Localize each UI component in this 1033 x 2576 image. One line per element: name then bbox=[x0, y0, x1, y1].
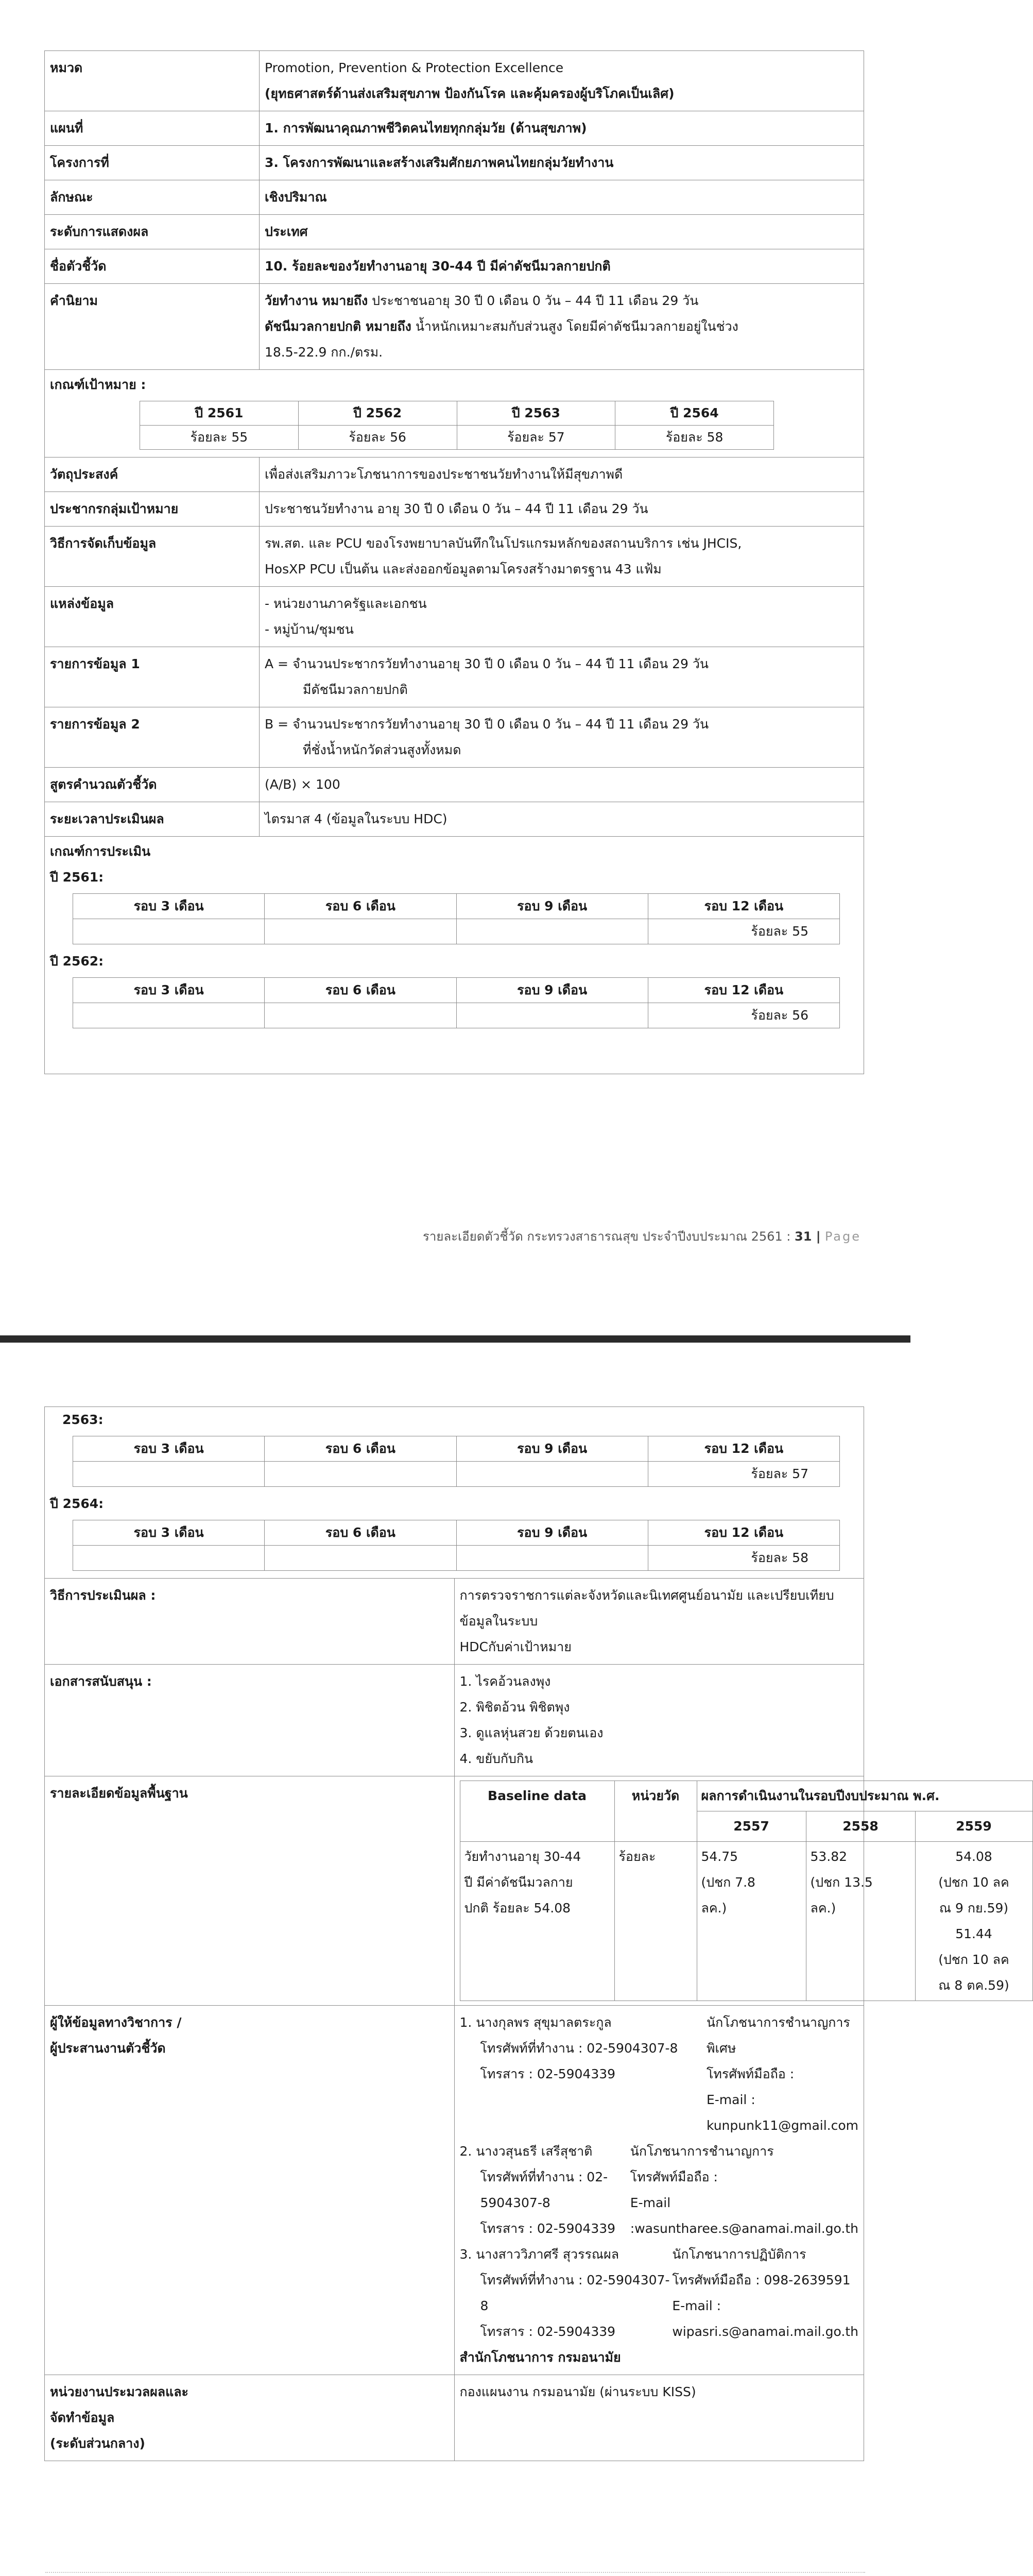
item-line: มีดัชนีมวลกายปกติ bbox=[303, 682, 408, 697]
footer-divider bbox=[45, 2572, 865, 2573]
round-header: รอบ 3 เดือน bbox=[73, 894, 265, 919]
target-year: ปี 2561 bbox=[140, 401, 299, 426]
baseline-text: วัยทำงานอายุ 30-44 bbox=[464, 1849, 581, 1864]
footer-separator: | bbox=[812, 1229, 825, 1244]
row-type bbox=[45, 180, 864, 215]
round-header: รอบ 6 เดือน bbox=[265, 1520, 456, 1546]
row-label: คำนิยาม bbox=[45, 284, 260, 370]
result-text: ณ 8 ตค.59) bbox=[938, 1978, 1009, 1993]
page-2 bbox=[0, 1343, 1009, 2576]
evaluation-label: เกณฑ์การประเมิน bbox=[50, 844, 151, 859]
result-text: 53.82 bbox=[810, 1849, 848, 1864]
result-text: (ปชก 7.8 bbox=[701, 1875, 755, 1890]
row-value: ประชาชนวัยทำงาน อายุ 30 ปี 0 เดือน 0 วัน – 44 ปี 11 เดือน 29 วัน bbox=[260, 492, 864, 527]
row-label: รายละเอียดข้อมูลพื้นฐาน bbox=[45, 1776, 455, 2006]
definition-line-3: 18.5-22.9 กก./ตรม. bbox=[265, 345, 383, 360]
method-line: HosXP PCU เป็นต้น และส่งออกข้อมูลตามโครงสร้างมาตรฐาน 43 แฟ้ม bbox=[265, 562, 662, 577]
row-value: 1. การพัฒนาคุณภาพชีวิตคนไทยทุกกลุ่มวัย (ด้านสุขภาพ) bbox=[260, 111, 864, 146]
row-display-level bbox=[45, 215, 864, 249]
assess-line: HDCกับค่าเป้าหมาย bbox=[459, 1639, 572, 1654]
contact-person bbox=[460, 2242, 859, 2345]
target-year: ปี 2564 bbox=[615, 401, 774, 426]
row-label: ลักษณะ bbox=[45, 180, 260, 215]
round-header: รอบ 12 เดือน bbox=[648, 894, 839, 919]
round-12-value: ร้อยละ 55 bbox=[648, 919, 839, 944]
contact-name: 3. นางสาววิภาศรี สุวรรณผล bbox=[459, 2247, 619, 2262]
row-data-item-2 bbox=[45, 707, 864, 768]
row-label: รายการข้อมูล 1 bbox=[45, 647, 260, 707]
page-separator bbox=[0, 1335, 910, 1343]
round-header: รอบ 12 เดือน bbox=[648, 978, 839, 1003]
round-header: รอบ 12 เดือน bbox=[648, 1520, 839, 1546]
contact-position: นักโภชนาการชำนาญการ bbox=[630, 2144, 774, 2159]
row-project bbox=[45, 146, 864, 180]
contact-office-phone: โทรศัพท์ที่ทำงาน : 02-5904307-8 bbox=[480, 2041, 678, 2056]
year-header: 2557 bbox=[697, 1811, 806, 1842]
item-line: ที่ชั่งน้ำหนักวัดส่วนสูงทั้งหมด bbox=[303, 742, 461, 757]
row-label: แหล่งข้อมูล bbox=[45, 587, 260, 647]
baseline-header: Baseline data bbox=[460, 1781, 614, 1842]
contact-person bbox=[460, 2139, 859, 2242]
round-header: รอบ 6 เดือน bbox=[265, 1436, 456, 1462]
evaluation-table-2562 bbox=[73, 977, 840, 1028]
row-plan bbox=[45, 111, 864, 146]
unit-value: ร้อยละ bbox=[614, 1842, 697, 2001]
row-value: เชิงปริมาณ bbox=[260, 180, 864, 215]
target-year: ปี 2563 bbox=[457, 401, 615, 426]
row-definition bbox=[45, 284, 864, 370]
baseline-text: ปี มีค่าดัชนีมวลกาย bbox=[464, 1875, 573, 1890]
target-label: เกณฑ์เป้าหมาย : bbox=[50, 377, 146, 392]
row-value: 10. ร้อยละของวัยทำงานอายุ 30-44 ปี มีค่าดัชนีมวลกายปกติ bbox=[260, 249, 864, 284]
row-formula bbox=[45, 768, 864, 802]
round-12-value: ร้อยละ 56 bbox=[648, 1003, 839, 1028]
doc-item: 1. ไรคอ้วนลงพุง bbox=[459, 1674, 551, 1689]
contact-name: 1. นางกุลพร สุขุมาลตระกูล bbox=[459, 2015, 612, 2030]
evaluation-table-2561 bbox=[73, 893, 840, 944]
round-header: รอบ 6 เดือน bbox=[265, 894, 456, 919]
contact-name: 2. นางวสุนธรี เสรีสุชาติ bbox=[459, 2144, 593, 2159]
definition-term: วัยทำงาน หมายถึง bbox=[265, 293, 368, 308]
row-value: 3. โครงการพัฒนาและสร้างเสริมศักยภาพคนไทยกลุ่มวัยทำงาน bbox=[260, 146, 864, 180]
row-label: ระยะเวลาประเมินผล bbox=[45, 802, 260, 837]
category-line-2: (ยุทธศาสตร์ด้านส่งเสริมสุขภาพ ป้องกันโรค และคุ้มครองผู้บริโภคเป็นเลิศ) bbox=[265, 86, 675, 101]
row-data-item-1 bbox=[45, 647, 864, 707]
result-text: (ปชก 10 ลค bbox=[938, 1952, 1009, 1967]
contact-email: E-mail :wasuntharee.s@anamai.mail.go.th bbox=[630, 2195, 858, 2236]
contact-email: E-mail : wipasri.s@anamai.mail.go.th bbox=[672, 2298, 858, 2339]
row-category bbox=[45, 51, 864, 111]
indicator-table-page-2 bbox=[44, 1406, 1009, 2461]
row-baseline bbox=[45, 1776, 864, 2006]
round-header: รอบ 9 เดือน bbox=[456, 1520, 648, 1546]
item-line: A = จำนวนประชากรวัยทำงานอายุ 30 ปี 0 เดือน 0 วัน – 44 ปี 11 เดือน 29 วัน bbox=[265, 656, 709, 671]
row-targets bbox=[45, 370, 864, 457]
result-text: 51.44 bbox=[955, 1926, 992, 1941]
row-label: รายการข้อมูล 2 bbox=[45, 707, 260, 768]
contact-office-phone: โทรศัพท์ที่ทำงาน : 02-5904307-8 bbox=[480, 2273, 670, 2313]
row-value: กองแผนงาน กรมอนามัย (ผ่านระบบ KISS) bbox=[454, 2375, 864, 2461]
evaluation-table-2563 bbox=[73, 1436, 840, 1487]
baseline-table bbox=[460, 1781, 1033, 2001]
year-label-2564: ปี 2564: bbox=[50, 1496, 104, 1511]
target-value: ร้อยละ 55 bbox=[140, 426, 299, 450]
target-table bbox=[140, 401, 774, 450]
method-line: รพ.สต. และ PCU ของโรงพยาบาลบันทึกในโปรแกรมหลักของสถานบริการ เช่น JHCIS, bbox=[265, 536, 742, 551]
round-header: รอบ 3 เดือน bbox=[73, 978, 265, 1003]
result-text: 54.75 bbox=[701, 1849, 738, 1864]
round-header: รอบ 3 เดือน bbox=[73, 1436, 265, 1462]
row-label: โครงการที่ bbox=[45, 146, 260, 180]
round-header: รอบ 9 เดือน bbox=[456, 1436, 648, 1462]
row-contacts bbox=[45, 2006, 864, 2375]
definition-line-2 bbox=[265, 314, 858, 340]
indicator-table-page-1 bbox=[44, 50, 864, 1074]
target-value: ร้อยละ 58 bbox=[615, 426, 774, 450]
row-label: หมวด bbox=[45, 51, 260, 111]
row-supporting-docs bbox=[45, 1665, 864, 1776]
row-label: สูตรคำนวณตัวชี้วัด bbox=[45, 768, 260, 802]
result-header: ผลการดำเนินงานในรอบปีงบประมาณ พ.ศ. bbox=[697, 1781, 1032, 1811]
round-12-value: ร้อยละ 58 bbox=[648, 1546, 839, 1571]
contact-office-phone: โทรศัพท์ที่ทำงาน : 02-5904307-8 bbox=[480, 2170, 608, 2210]
result-text: ณ 9 กย.59) bbox=[939, 1901, 1009, 1916]
row-processing-unit bbox=[45, 2375, 864, 2461]
page-1 bbox=[0, 0, 910, 1334]
contact-position: นักโภชนาการปฏิบัติการ bbox=[672, 2247, 806, 2262]
round-12-value: ร้อยละ 57 bbox=[648, 1462, 839, 1487]
baseline-text: ปกติ ร้อยละ 54.08 bbox=[464, 1901, 571, 1916]
definition-line-1 bbox=[265, 288, 858, 314]
year-header: 2558 bbox=[806, 1811, 915, 1842]
row-label: ระดับการแสดงผล bbox=[45, 215, 260, 249]
result-text: 54.08 bbox=[955, 1849, 992, 1864]
row-indicator-name bbox=[45, 249, 864, 284]
row-label: วิธีการจัดเก็บข้อมูล bbox=[45, 527, 260, 587]
definition-text: น้ำหนักเหมาะสมกับส่วนสูง โดยมีค่าดัชนีมวลกายอยู่ในช่วง bbox=[411, 319, 738, 334]
doc-item: 3. ดูแลหุ่นสวย ด้วยตนเอง bbox=[459, 1725, 604, 1740]
target-value: ร้อยละ 57 bbox=[457, 426, 615, 450]
row-data-source bbox=[45, 587, 864, 647]
row-label: วิธีการประเมินผล : bbox=[45, 1579, 455, 1665]
year-header: 2559 bbox=[915, 1811, 1032, 1842]
category-line-1: Promotion, Prevention & Protection Excellence bbox=[265, 60, 564, 75]
round-header: รอบ 6 เดือน bbox=[265, 978, 456, 1003]
row-collection-method bbox=[45, 527, 864, 587]
row-label: วัตถุประสงค์ bbox=[45, 457, 260, 492]
year-label-2561: ปี 2561: bbox=[50, 870, 104, 885]
row-objective bbox=[45, 457, 864, 492]
row-evaluation-period bbox=[45, 802, 864, 837]
row-label: (ระดับส่วนกลาง) bbox=[50, 2436, 145, 2451]
source-line: - หน่วยงานภาครัฐและเอกชน bbox=[265, 596, 427, 611]
row-label: แผนที่ bbox=[45, 111, 260, 146]
row-label: ประชากรกลุ่มเป้าหมาย bbox=[45, 492, 260, 527]
row-label: ผู้ประสานงานตัวชี้วัด bbox=[50, 2041, 166, 2056]
page-footer bbox=[423, 1226, 861, 1246]
row-evaluation-criteria bbox=[45, 837, 864, 1074]
row-value: (A/B) × 100 bbox=[260, 768, 864, 802]
result-text: ลค.) bbox=[810, 1901, 836, 1916]
contact-fax: โทรสาร : 02-5904339 bbox=[480, 2221, 616, 2236]
contact-fax: โทรสาร : 02-5904339 bbox=[480, 2066, 616, 2081]
footer-text: รายละเอียดตัวชี้วัด กระทรวงสาธารณสุข ประจำปีงบประมาณ 2561 : bbox=[422, 1229, 795, 1244]
contact-organization: สำนักโภชนาการ กรมอนามัย bbox=[459, 2350, 621, 2365]
row-target-population bbox=[45, 492, 864, 527]
row-label: ชื่อตัวชี้วัด bbox=[45, 249, 260, 284]
definition-term: ดัชนีมวลกายปกติ หมายถึง bbox=[265, 319, 411, 334]
contact-mobile: โทรศัพท์มือถือ : 098-2639591 bbox=[672, 2273, 851, 2287]
definition-text: ประชาชนอายุ 30 ปี 0 เดือน 0 วัน – 44 ปี 11 เดือน 29 วัน bbox=[368, 293, 699, 308]
contact-mobile: โทรศัพท์มือถือ : bbox=[706, 2066, 795, 2081]
row-label: จัดทำข้อมูล bbox=[50, 2410, 115, 2425]
evaluation-table-2564 bbox=[73, 1520, 840, 1571]
contact-person bbox=[460, 2010, 859, 2139]
row-evaluation-continued bbox=[45, 1407, 864, 1579]
result-text: (ปชก 10 ลค bbox=[938, 1875, 1009, 1890]
source-line: - หมู่บ้าน/ชุมชน bbox=[265, 622, 354, 637]
assess-line: การตรวจราชการแต่ละจังหวัดและนิเทศศูนย์อนามัย และเปรียบเทียบข้อมูลในระบบ bbox=[459, 1588, 834, 1629]
row-assessment-method bbox=[45, 1579, 864, 1665]
round-header: รอบ 3 เดือน bbox=[73, 1520, 265, 1546]
round-header: รอบ 9 เดือน bbox=[456, 978, 648, 1003]
contact-mobile: โทรศัพท์มือถือ : bbox=[630, 2170, 718, 2184]
result-text: ลค.) bbox=[701, 1901, 727, 1916]
row-label: ผู้ให้ข้อมูลทางวิชาการ / bbox=[50, 2015, 182, 2030]
year-label-2563: 2563: bbox=[62, 1412, 104, 1427]
row-value: เพื่อส่งเสริมภาวะโภชนาการของประชาชนวัยทำงานให้มีสุขภาพดี bbox=[260, 457, 864, 492]
target-year: ปี 2562 bbox=[298, 401, 457, 426]
result-text: (ปชก 13.5 bbox=[810, 1875, 873, 1890]
contact-email: E-mail : kunpunk11@gmail.com bbox=[706, 2092, 859, 2133]
row-label: เอกสารสนับสนุน : bbox=[45, 1665, 455, 1776]
contact-position: นักโภชนาการชำนาญการพิเศษ bbox=[706, 2015, 850, 2056]
target-value: ร้อยละ 56 bbox=[298, 426, 457, 450]
contact-fax: โทรสาร : 02-5904339 bbox=[480, 2324, 616, 2339]
unit-header: หน่วยวัด bbox=[614, 1781, 697, 1842]
item-line: B = จำนวนประชากรวัยทำงานอายุ 30 ปี 0 เดือน 0 วัน – 44 ปี 11 เดือน 29 วัน bbox=[265, 717, 709, 732]
round-header: รอบ 9 เดือน bbox=[456, 894, 648, 919]
round-header: รอบ 12 เดือน bbox=[648, 1436, 839, 1462]
doc-item: 4. ขยับกับกิน bbox=[459, 1751, 533, 1766]
doc-item: 2. พิชิตอ้วน พิชิตพุง bbox=[459, 1700, 570, 1715]
page-number: 31 bbox=[795, 1229, 812, 1244]
row-label: หน่วยงานประมวลผลและ bbox=[50, 2384, 188, 2399]
year-label-2562: ปี 2562: bbox=[50, 954, 104, 969]
row-value: ไตรมาส 4 (ข้อมูลในระบบ HDC) bbox=[260, 802, 864, 837]
page-word: Page bbox=[824, 1229, 861, 1244]
row-value: ประเทศ bbox=[260, 215, 864, 249]
